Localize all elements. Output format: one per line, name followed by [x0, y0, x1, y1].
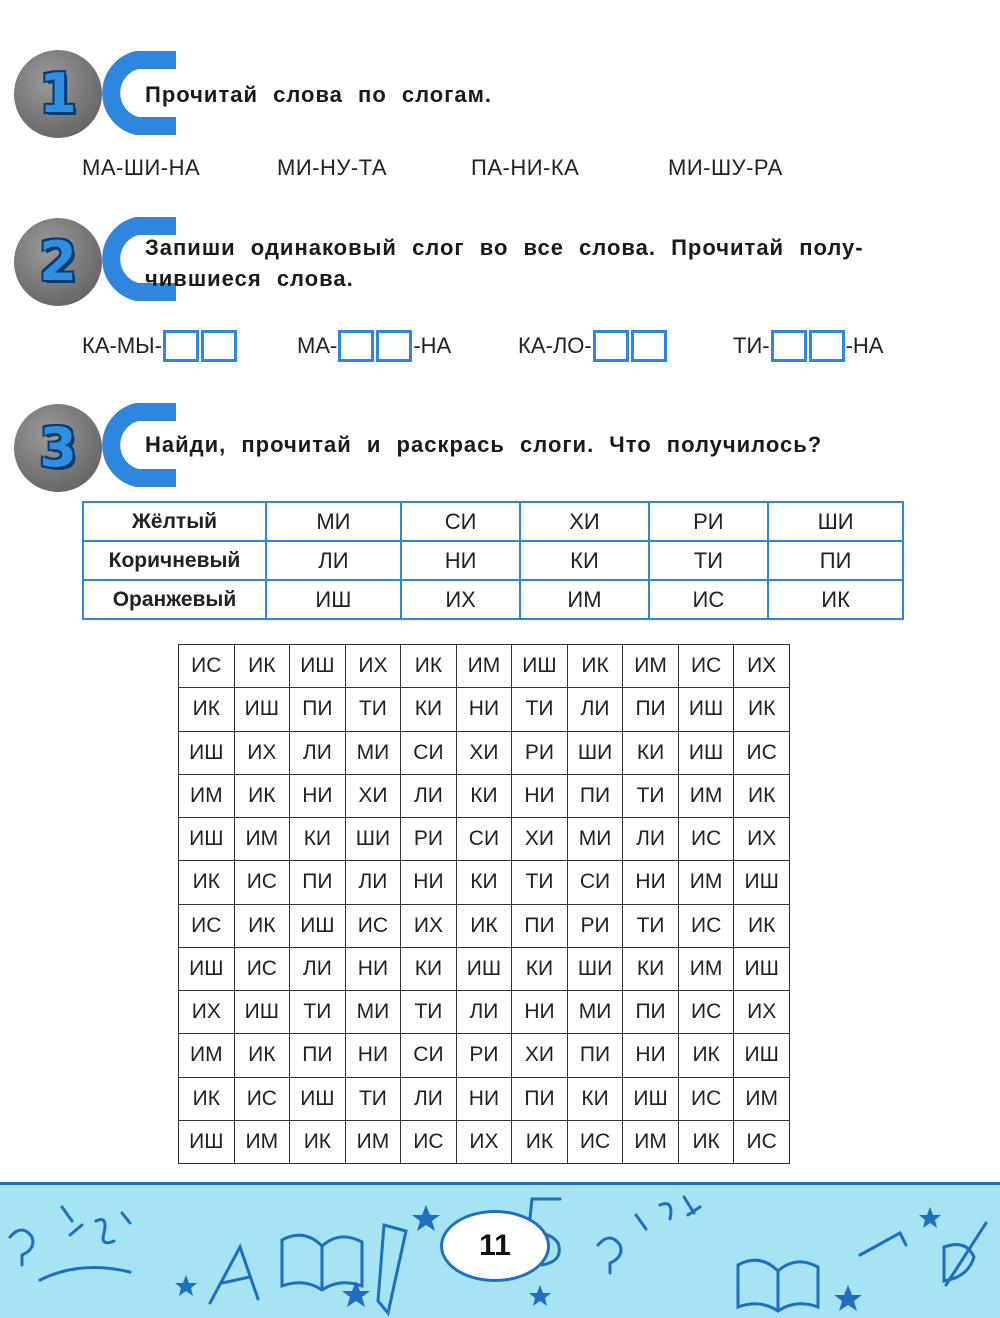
grid-cell[interactable]: НИ	[401, 861, 456, 904]
grid-cell[interactable]: КИ	[567, 1077, 623, 1120]
question-mark-icon	[10, 1230, 33, 1265]
color-key-row	[83, 541, 903, 580]
grid-cell[interactable]: ИС	[678, 904, 734, 947]
key-syllable: ХИ	[520, 502, 648, 541]
color-name: Коричневый	[83, 541, 266, 580]
grid-cell[interactable]: ТИ	[401, 991, 456, 1034]
grid-cell[interactable]: ИШ	[734, 1034, 790, 1077]
key-syllable: ЛИ	[266, 541, 401, 580]
letter-a-icon	[210, 1247, 258, 1303]
grid-cell[interactable]: СИ	[567, 861, 623, 904]
grid-cell[interactable]: ЛИ	[623, 818, 679, 861]
task2-word	[733, 330, 883, 362]
grid-cell[interactable]: ШИ	[567, 947, 623, 990]
grid-cell[interactable]: ХИ	[512, 818, 568, 861]
task-3-instruction: Найди, прочитай и раскрась слоги. Что получилось?	[145, 432, 823, 457]
grid-row	[179, 1120, 790, 1163]
grid-cell[interactable]: ИМ	[734, 1077, 790, 1120]
grid-cell[interactable]: ПИ	[567, 774, 623, 817]
answer-box[interactable]	[809, 330, 845, 362]
grid-cell[interactable]: ИШ	[234, 688, 290, 731]
grid-cell[interactable]: МИ	[345, 731, 401, 774]
grid-cell[interactable]: ХИ	[345, 774, 401, 817]
grid-cell[interactable]: РИ	[512, 731, 568, 774]
grid-cell[interactable]: МИ	[567, 818, 623, 861]
grid-cell[interactable]: ТИ	[345, 1077, 401, 1120]
letter-g-icon	[860, 1233, 906, 1255]
star-icon	[175, 1275, 197, 1296]
grid-cell[interactable]: ИМ	[456, 645, 512, 688]
grid-cell[interactable]: ИС	[234, 861, 290, 904]
grid-cell[interactable]: ИШ	[179, 947, 235, 990]
answer-box[interactable]	[163, 330, 199, 362]
grid-cell[interactable]: КИ	[401, 688, 456, 731]
word-part-before: ТИ-	[733, 333, 770, 358]
task-1-badge	[14, 50, 104, 140]
color-name: Жёлтый	[83, 502, 266, 541]
key-syllable: СИ	[401, 502, 521, 541]
task-2-badge	[14, 218, 104, 308]
pencil-icon	[378, 1225, 406, 1313]
star-icon	[412, 1205, 440, 1231]
grid-cell[interactable]: ПИ	[623, 991, 679, 1034]
grid-cell[interactable]: ИС	[734, 1120, 790, 1163]
grid-cell[interactable]: ИК	[734, 774, 790, 817]
word-part-before: КА-ЛО-	[518, 333, 592, 358]
grid-cell[interactable]: МИ	[345, 991, 401, 1034]
grid-cell[interactable]: ЛИ	[290, 731, 346, 774]
answer-box[interactable]	[771, 330, 807, 362]
task2-word	[518, 330, 668, 362]
grid-cell[interactable]: НИ	[623, 861, 679, 904]
grid-cell[interactable]: ИК	[401, 645, 456, 688]
grid-row	[179, 645, 790, 688]
color-key-row	[83, 502, 903, 541]
grid-cell[interactable]: ЛИ	[290, 947, 346, 990]
word-part-before: МА-	[297, 333, 338, 358]
grid-cell[interactable]: ИК	[234, 774, 290, 817]
grid-cell[interactable]: ИШ	[290, 645, 346, 688]
grid-cell[interactable]: ИС	[234, 947, 290, 990]
grid-cell[interactable]: НИ	[512, 991, 568, 1034]
task-2-instruction-line2: чившиеся слова.	[145, 266, 354, 291]
grid-cell[interactable]: ЛИ	[401, 774, 456, 817]
grid-cell[interactable]: ТИ	[345, 688, 401, 731]
task-number: 2	[39, 230, 77, 293]
task1-word: МА-ШИ-НА	[82, 155, 201, 180]
word-part-after: -НА	[413, 333, 452, 358]
grid-cell[interactable]: ИК	[234, 1034, 290, 1077]
writing-hand-icon	[944, 1223, 986, 1285]
grid-cell[interactable]: НИ	[512, 774, 568, 817]
grid-cell[interactable]: СИ	[456, 818, 512, 861]
grid-cell[interactable]: ХИ	[456, 731, 512, 774]
grid-cell[interactable]: ИК	[678, 1120, 734, 1163]
task1-word: ПА-НИ-КА	[471, 155, 580, 180]
formula-squiggle-icon	[636, 1197, 700, 1229]
answer-box[interactable]	[338, 330, 374, 362]
grid-cell[interactable]: ИШ	[179, 1120, 235, 1163]
grid-cell[interactable]: ИК	[179, 1077, 235, 1120]
syllable-grid	[178, 644, 790, 1164]
answer-box[interactable]	[376, 330, 412, 362]
task-3-badge	[14, 404, 104, 494]
star-icon	[834, 1285, 862, 1311]
key-syllable: КИ	[520, 541, 648, 580]
question-mark-icon	[598, 1238, 621, 1273]
grid-cell[interactable]: ШИ	[345, 818, 401, 861]
grid-cell[interactable]: ИМ	[179, 1034, 235, 1077]
open-book-icon	[282, 1235, 362, 1290]
grid-cell[interactable]: ИМ	[234, 1120, 290, 1163]
star-icon	[919, 1207, 941, 1228]
task2-word	[82, 330, 238, 362]
grid-cell[interactable]: НИ	[345, 947, 401, 990]
grid-cell[interactable]: ПИ	[567, 1034, 623, 1077]
grid-cell[interactable]: ИС	[179, 904, 235, 947]
grid-cell[interactable]: ИШ	[290, 904, 346, 947]
grid-cell[interactable]: КИ	[401, 947, 456, 990]
grid-cell[interactable]: ИС	[734, 731, 790, 774]
grid-cell[interactable]: ИМ	[623, 1120, 679, 1163]
grid-cell[interactable]: НИ	[345, 1034, 401, 1077]
grid-cell[interactable]: ИМ	[234, 818, 290, 861]
grid-cell[interactable]: ТИ	[623, 774, 679, 817]
grid-cell[interactable]: ИШ	[512, 645, 568, 688]
grid-cell[interactable]: РИ	[456, 1034, 512, 1077]
grid-cell[interactable]: ИС	[678, 1077, 734, 1120]
grid-row	[179, 818, 790, 861]
grid-cell[interactable]: НИ	[623, 1034, 679, 1077]
task-number: 1	[39, 62, 77, 125]
grid-cell[interactable]: ЛИ	[456, 991, 512, 1034]
grid-row	[179, 1034, 790, 1077]
grid-cell[interactable]: ИС	[179, 645, 235, 688]
grid-cell[interactable]: СИ	[401, 1034, 456, 1077]
grid-cell[interactable]: ИС	[678, 991, 734, 1034]
key-syllable: НИ	[401, 541, 521, 580]
key-syllable: ПИ	[768, 541, 903, 580]
grid-cell[interactable]: ИС	[567, 1120, 623, 1163]
grid-cell[interactable]: ТИ	[623, 904, 679, 947]
grid-cell[interactable]: ПИ	[290, 688, 346, 731]
grid-row	[179, 774, 790, 817]
grid-cell[interactable]: ИК	[234, 904, 290, 947]
grid-cell[interactable]: ИК	[734, 688, 790, 731]
key-syllable: ИШ	[266, 580, 401, 619]
grid-cell[interactable]: ИМ	[678, 947, 734, 990]
grid-cell[interactable]: ИК	[234, 645, 290, 688]
task1-word: МИ-ШУ-РА	[668, 155, 783, 180]
grid-cell[interactable]: ПИ	[512, 904, 568, 947]
key-syllable: ШИ	[768, 502, 903, 541]
grid-cell[interactable]: ИМ	[623, 645, 679, 688]
arc-stroke-icon	[40, 1268, 130, 1281]
grid-cell[interactable]: ИХ	[179, 991, 235, 1034]
grid-cell[interactable]: ИШ	[290, 1077, 346, 1120]
grid-cell[interactable]: КИ	[623, 731, 679, 774]
grid-cell[interactable]: ИХ	[345, 645, 401, 688]
grid-cell[interactable]: ИШ	[734, 947, 790, 990]
grid-cell[interactable]: ПИ	[512, 1077, 568, 1120]
key-syllable: ИХ	[401, 580, 521, 619]
grid-cell[interactable]: ИШ	[734, 861, 790, 904]
grid-cell[interactable]: КИ	[456, 774, 512, 817]
key-syllable: ИС	[649, 580, 769, 619]
grid-cell[interactable]: ИС	[401, 1120, 456, 1163]
task-2-instruction-line1: Запиши одинаковый слог во все слова. Прочитай полу-	[145, 235, 864, 260]
grid-cell[interactable]: ИК	[567, 645, 623, 688]
key-syllable: ТИ	[649, 541, 769, 580]
grid-cell[interactable]: ТИ	[290, 991, 346, 1034]
grid-cell[interactable]: ИС	[678, 818, 734, 861]
grid-cell[interactable]: ИМ	[678, 861, 734, 904]
grid-row	[179, 904, 790, 947]
grid-cell[interactable]: СИ	[401, 731, 456, 774]
grid-cell[interactable]: ТИ	[512, 861, 568, 904]
grid-row	[179, 991, 790, 1034]
answer-box[interactable]	[201, 330, 237, 362]
key-syllable: РИ	[649, 502, 769, 541]
grid-cell[interactable]: ИК	[179, 688, 235, 731]
star-icon	[529, 1285, 551, 1306]
grid-cell[interactable]: ИК	[734, 904, 790, 947]
grid-cell[interactable]: КИ	[290, 818, 346, 861]
grid-cell[interactable]: ЛИ	[345, 861, 401, 904]
grid-cell[interactable]: ИХ	[734, 818, 790, 861]
grid-cell[interactable]: ИМ	[179, 774, 235, 817]
formula-squiggle-icon	[62, 1207, 130, 1243]
key-syllable: ИК	[768, 580, 903, 619]
grid-cell[interactable]: ИХ	[456, 1120, 512, 1163]
word-part-before: КА-МЫ-	[82, 333, 162, 358]
grid-cell[interactable]: ИК	[179, 861, 235, 904]
grid-cell[interactable]: ИХ	[734, 645, 790, 688]
grid-row	[179, 1077, 790, 1120]
grid-cell[interactable]: ШИ	[567, 731, 623, 774]
color-name: Оранжевый	[83, 580, 266, 619]
grid-cell[interactable]: НИ	[290, 774, 346, 817]
grid-cell[interactable]: НИ	[456, 1077, 512, 1120]
grid-cell[interactable]: ИК	[456, 904, 512, 947]
word-part-after: -НА	[845, 333, 884, 358]
grid-row	[179, 947, 790, 990]
grid-row	[179, 688, 790, 731]
grid-cell[interactable]: КИ	[623, 947, 679, 990]
grid-cell[interactable]: ИК	[290, 1120, 346, 1163]
grid-cell[interactable]: ЛИ	[567, 688, 623, 731]
grid-cell[interactable]: ИС	[345, 904, 401, 947]
grid-cell[interactable]: ИС	[678, 645, 734, 688]
star-icon	[342, 1281, 370, 1307]
grid-cell[interactable]: ИШ	[678, 688, 734, 731]
grid-cell[interactable]: ИШ	[456, 947, 512, 990]
grid-cell[interactable]: ИХ	[734, 991, 790, 1034]
grid-cell[interactable]: ИХ	[401, 904, 456, 947]
task2-word	[297, 330, 451, 362]
grid-cell[interactable]: ИШ	[179, 731, 235, 774]
grid-cell[interactable]: ИМ	[678, 774, 734, 817]
task-number: 3	[39, 416, 77, 479]
key-syllable: МИ	[266, 502, 401, 541]
grid-cell[interactable]: ПИ	[290, 1034, 346, 1077]
grid-cell[interactable]: НИ	[456, 688, 512, 731]
page-number: 11	[440, 1210, 550, 1282]
grid-cell[interactable]: ИК	[512, 1120, 568, 1163]
grid-cell[interactable]: ИШ	[678, 731, 734, 774]
grid-cell[interactable]: КИ	[512, 947, 568, 990]
grid-cell[interactable]: ИХ	[234, 731, 290, 774]
grid-cell[interactable]: ПИ	[290, 861, 346, 904]
answer-box[interactable]	[631, 330, 667, 362]
grid-cell[interactable]: ТИ	[512, 688, 568, 731]
grid-cell[interactable]: ИШ	[179, 818, 235, 861]
answer-box[interactable]	[593, 330, 629, 362]
color-key-table	[82, 501, 904, 620]
key-syllable: ИМ	[520, 580, 648, 619]
grid-cell[interactable]: ИС	[234, 1077, 290, 1120]
grid-cell[interactable]: ПИ	[623, 688, 679, 731]
task-1-instruction: Прочитай слова по слогам.	[145, 82, 493, 107]
grid-cell[interactable]: ИШ	[623, 1077, 679, 1120]
task1-word: МИ-НУ-ТА	[277, 155, 388, 180]
grid-cell[interactable]: ИШ	[234, 991, 290, 1034]
grid-cell[interactable]: ХИ	[512, 1034, 568, 1077]
grid-cell[interactable]: КИ	[456, 861, 512, 904]
grid-row	[179, 731, 790, 774]
grid-cell[interactable]: РИ	[567, 904, 623, 947]
grid-cell[interactable]: ИК	[678, 1034, 734, 1077]
grid-cell[interactable]: ЛИ	[401, 1077, 456, 1120]
open-book-icon	[738, 1260, 818, 1311]
color-key-row	[83, 580, 903, 619]
grid-cell[interactable]: МИ	[567, 991, 623, 1034]
grid-cell[interactable]: ИМ	[345, 1120, 401, 1163]
grid-row	[179, 861, 790, 904]
grid-cell[interactable]: РИ	[401, 818, 456, 861]
